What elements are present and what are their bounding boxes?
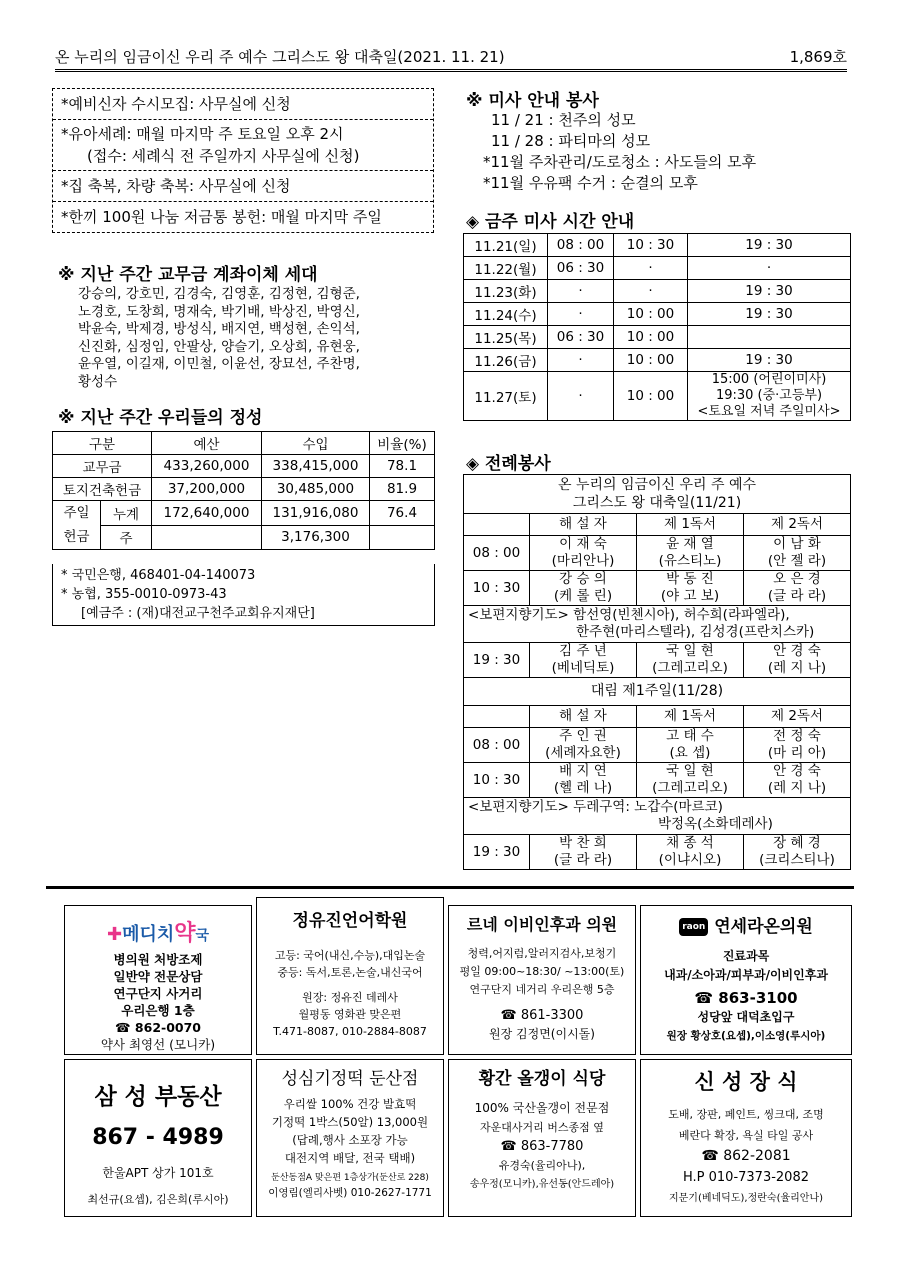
- mass-service-list: 11 / 21 : 천주의 성모 11 / 28 : 파티마의 성모 *11월 주차관리/도로청소 : 사도들의 모후 *11월 우유팩 수거 : 순결의 모후: [483, 111, 757, 192]
- table-row: 10 : 30 강 승 의 (케 롤 린) 박 동 진 (야 고 보) 오 은 경 (글 라 라): [464, 571, 851, 606]
- ad-pharmacy: ✚메디치약국 병의원 처방조제 일반약 전문상담 연구단지 사거리 우리은행 1층 ☎ 862-0070 약사 최영선 (모니카): [64, 905, 252, 1055]
- transfer-title: ※ 지난 주간 교무금 계좌이체 세대: [58, 265, 318, 285]
- offering-table: 구분 예산 수입 비율(%) 교무금 433,260,000 338,415,000 78.1 토지건축헌금 37,200,000 30,485,000 81.9 주일 헌금 누계 172,640,000 131,916,080 76.4 주 3,176,300: [52, 431, 435, 550]
- notice-box: [52, 88, 434, 233]
- mass-times-title: ◈ 금주 미사 시간 안내: [466, 212, 635, 232]
- table-row: 주 3,176,300: [53, 525, 435, 550]
- table-row: 19 : 30 김 주 년 (베네딕토) 국 일 현 (그레고리오) 안 경 숙 (레 지 나): [464, 643, 851, 678]
- table-row: 11.23(화) · · 19 : 30: [464, 280, 851, 303]
- table-row: 11.26(금) · 10 : 00 19 : 30: [464, 349, 851, 372]
- divider: [46, 886, 854, 889]
- page-header: [55, 42, 847, 72]
- table-row: 11.27(토) · 10 : 00 15:00 (어린이미사) 19:30 (중·고등부) <토요일 저녁 주일미사>: [464, 372, 851, 421]
- bulletin-title: 온 누리의 임금이신 우리 주 예수 그리스도 왕 대축일(2021. 11. 21): [55, 48, 505, 66]
- issue-number: 1,869호: [789, 48, 847, 66]
- table-row: 주일 헌금 누계 172,640,000 131,916,080 76.4: [53, 501, 435, 526]
- table-row: 11.21(일) 08 : 00 10 : 30 19 : 30: [464, 234, 851, 257]
- table-row: 08 : 00 이 재 숙 (마리안나) 윤 재 열 (유스티노) 이 남 화 (안 젤 라): [464, 536, 851, 571]
- ad-academy: 정유진언어학원 고등: 국어(내신,수능),대입논술 중등: 독서,토론,논술,내신국어 원장: 정유진 데레사 월평동 영화관 맞은편 T.471-8087, 010-2884-8087: [256, 897, 444, 1055]
- liturgy-table: 온 누리의 임금이신 우리 주 예수 그리스도 왕 대축일(11/21) 해 설 자 제 1독서 제 2독서 08 : 00 이 재 숙 (마리안나) 윤 재 열 (유스티노) 이 남 화 (안 젤 라) 10 : 30 강 승 의 (케 롤 린) 박 동 진 (야 고 보) 오 은 경 (글 라 라) <보편지향기도> 함선영(빈첸시아), 허수희(라파엘라), 한주현(마리스텔라), 김성경(프란치스카) 19 : 30 김 주 년 (베네딕토) 국 일 현 (그레고리오) 안 경 숙 (레 지 나) 대림 제1주일(11/28) 해 설 자 제 1독서 제 2독서 08 : 00 주 인 권 (세례자요한) 고 태 수 (요 셉) 전 정 숙 (마 리 아) 10 : 30 배 지 연 (헬 레 나) 국 일 현 (그레고리오) 안 경 숙 (레 지 나) <보편지향기도> 두레구역: 노갑수(마르코) 박정옥(소화데레사) 19 : 30 박 찬 희 (글 라 라) 채 종 석 (이냐시오) 장 혜 경 (크리스티나): [463, 474, 851, 870]
- mass-service-title: ※ 미사 안내 봉사: [466, 91, 599, 111]
- notice-item: *한끼 100원 나눔 저금통 봉헌: 매월 마지막 주일: [61, 208, 382, 226]
- mass-times-table: [463, 233, 851, 421]
- table-row: 토지건축헌금 37,200,000 30,485,000 81.9: [53, 478, 435, 501]
- offering-title: ※ 지난 주간 우리들의 정성: [58, 408, 263, 428]
- bank-accounts: * 국민은행, 468401-04-140073 * 농협, 355-0010-0973-43 [예금주 : (재)대전교구천주교회유지재단]: [52, 564, 435, 626]
- table-row: 교무금 433,260,000 338,415,000 78.1: [53, 455, 435, 478]
- table-row: 08 : 00 주 인 권 (세례자요한) 고 태 수 (요 셉) 전 정 숙 (마 리 아): [464, 728, 851, 763]
- transfer-names: 강승의, 강호민, 김경숙, 김영훈, 김정현, 김형준, 노경호, 도창희, 명재숙, 박기배, 박상진, 박영신, 박윤숙, 박제경, 방성식, 배지연, 백성현, 손익석, 신진화, 심정임, 안팔상, 양슬기, 오상희, 유현웅, 윤우열, 이길재, 이민철, 이윤선, 장묘선, 주찬명, 황성수: [78, 286, 360, 390]
- raon-logo: raon: [679, 918, 708, 936]
- ad-raon-clinic: raon 연세라온의원 진료과목 내과/소아과/피부과/이비인후과 ☎ 863-3100 성당앞 대덕초입구 원장 황상호(요셉),이소영(루시아): [640, 905, 852, 1055]
- notice-item: *집 축복, 차량 축복: 사무실에 신청: [53, 171, 433, 202]
- table-row: 11.25(목) 06 : 30 10 : 00: [464, 326, 851, 349]
- notice-item: *예비신자 수시모집: 사무실에 신청: [53, 89, 433, 120]
- table-row: 11.24(수) · 10 : 00 19 : 30: [464, 303, 851, 326]
- notice-item: *유아세례: 매월 마지막 주 토요일 오후 2시 (접수: 세례식 전 주일까지 사무실에 신청): [53, 120, 433, 171]
- ad-ent-clinic: 르네 이비인후과 의원 청력,어지럼,알러지검사,보청기 평일 09:00~18:30/ ~13:00(토) 연구단지 네거리 우리은행 5층 ☎ 861-3300 원장 김정면(이시돌): [448, 905, 636, 1055]
- table-row: 11.22(월) 06 : 30 · ·: [464, 257, 851, 280]
- ad-restaurant: 황간 올갱이 식당 100% 국산올갱이 전문점 자운대사거리 버스종점 옆 ☎ 863-7780 유경숙(율리아나), 송우정(모니카),유선동(안드레아): [448, 1059, 636, 1217]
- cross-icon: ✚: [106, 924, 123, 945]
- liturgy-title: ◈ 전례봉사: [466, 454, 551, 474]
- ads-grid: [52, 895, 852, 1220]
- table-row: 10 : 30 배 지 연 (헬 레 나) 국 일 현 (그레고리오) 안 경 숙 (레 지 나): [464, 763, 851, 798]
- ad-realestate: 삼 성 부동산 867 - 4989 한울APT 상가 101호 최선규(요셉), 김은희(루시아): [64, 1059, 252, 1217]
- ad-rice-cake: 성심기정떡 둔산점 우리쌀 100% 건강 발효떡 기정떡 1박스(50알) 13,000원 (답례,행사 소포장 가능 대전지역 배달, 전국 택배) 둔산동점A 맞은편 1층상가(둔산로 228) 이영림(엘리사벳) 010-2627-1771: [256, 1059, 444, 1217]
- table-row: 19 : 30 박 찬 희 (글 라 라) 채 종 석 (이냐시오) 장 혜 경 (크리스티나): [464, 835, 851, 870]
- ad-interior: 신 성 장 식 도배, 장판, 페인트, 씽크대, 조명 베란다 확장, 욕실 타일 공사 ☎ 862-2081 H.P 010-7373-2082 지문기(베네딕도),정란숙(율리안나): [640, 1059, 852, 1217]
